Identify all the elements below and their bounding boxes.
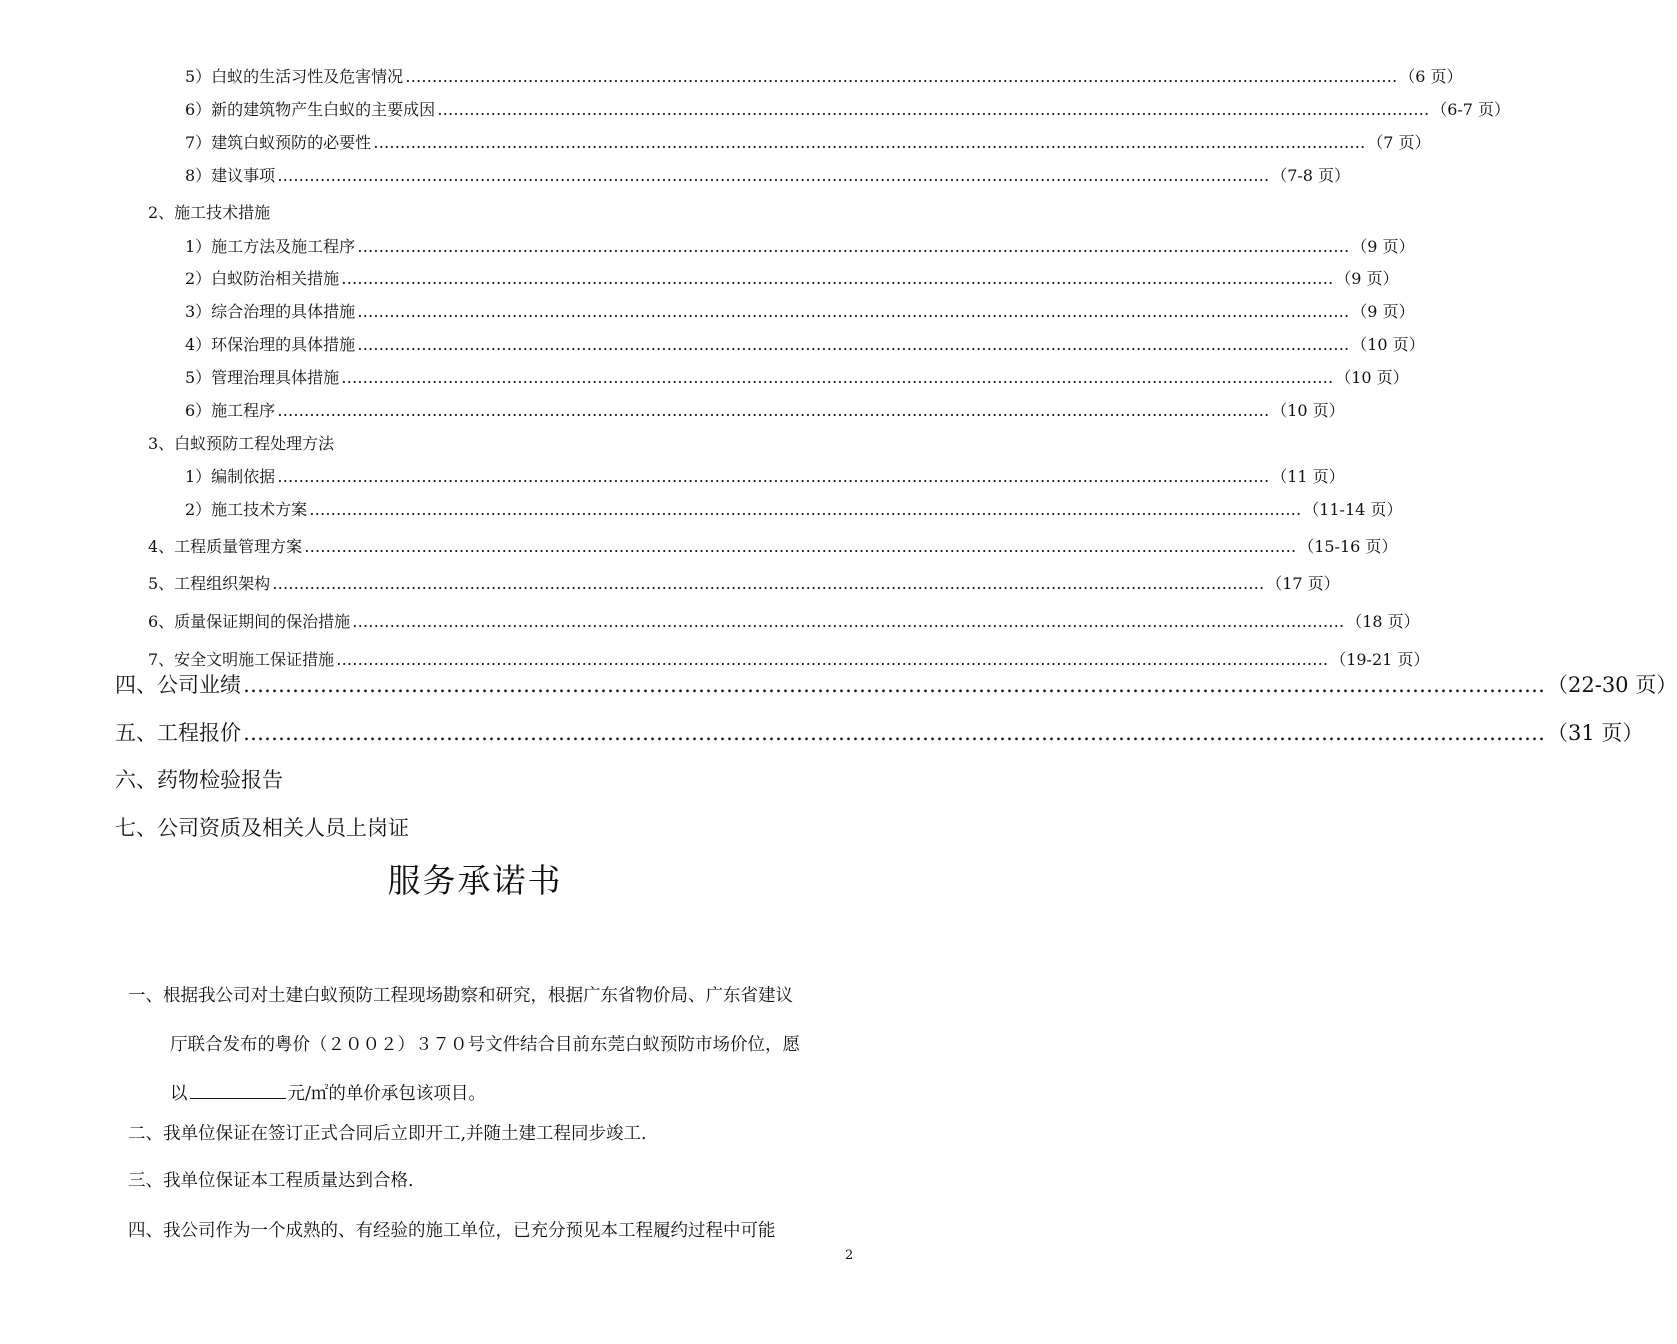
toc-entry[interactable]: 5）白蚁的生活习性及危害情况 …………………………………………………………………………………………………………………………………………………………………… （6 页）: [185, 67, 1463, 86]
toc-major-entry[interactable]: 四、公司业绩 …………………………………………………………………………………………………………………………………………………………………… （22-30 页）: [115, 673, 1677, 697]
toc-entry[interactable]: 6）新的建筑物产生白蚁的主要成因 …………………………………………………………………………………………………………………………………………………………………… （6-7 页）: [185, 100, 1511, 119]
toc-entry[interactable]: 1）编制依据 …………………………………………………………………………………………………………………………………………………………………… （11 页）: [185, 467, 1345, 486]
paragraph-2: 二、我单位保证在签订正式合同后立即开工,并随土建工程同步竣工.: [128, 1124, 647, 1144]
letter-title: 服务承诺书: [387, 861, 563, 900]
toc-entry[interactable]: 1）施工方法及施工程序 …………………………………………………………………………………………………………………………………………………………………… （9 页）: [185, 237, 1415, 256]
toc-entry[interactable]: 2）施工技术方案 …………………………………………………………………………………………………………………………………………………………………… （11-14 页）: [185, 500, 1403, 519]
toc-entry[interactable]: 7）建筑白蚁预防的必要性 …………………………………………………………………………………………………………………………………………………………………… （7 页）: [185, 133, 1431, 152]
paragraph-3: 三、我单位保证本工程质量达到合格.: [128, 1171, 414, 1191]
toc-entry[interactable]: 5）管理治理具体措施 …………………………………………………………………………………………………………………………………………………………………… （10 页）: [185, 368, 1409, 387]
toc-section-heading[interactable]: 3、白蚁预防工程处理方法: [148, 434, 335, 453]
toc-entry[interactable]: 3）综合治理的具体措施 …………………………………………………………………………………………………………………………………………………………………… （9 页）: [185, 302, 1415, 321]
toc-major-entry[interactable]: 六、药物检验报告: [115, 768, 283, 792]
toc-entry[interactable]: 4、工程质量管理方案 …………………………………………………………………………………………………………………………………………………………………… （15-16 页）: [148, 537, 1398, 556]
price-blank-field[interactable]: [190, 1080, 286, 1099]
toc-major-entry[interactable]: 五、工程报价 …………………………………………………………………………………………………………………………………………………………………… （31 页）: [115, 721, 1644, 745]
toc-major-entry[interactable]: 七、公司资质及相关人员上岗证: [115, 816, 409, 840]
paragraph-1-line-1: 一、根据我公司对土建白蚁预防工程现场勘察和研究，根据广东省物价局、广东省建议: [128, 986, 793, 1006]
toc-entry[interactable]: 6）施工程序 …………………………………………………………………………………………………………………………………………………………………… （10 页）: [185, 401, 1345, 420]
page-number: 2: [845, 1248, 854, 1263]
paragraph-1-line-3: [170, 1080, 486, 1105]
toc-entry[interactable]: 6、质量保证期间的保治措施 …………………………………………………………………………………………………………………………………………………………………… （18 页）: [148, 612, 1420, 631]
toc-entry[interactable]: 8）建议事项 …………………………………………………………………………………………………………………………………………………………………… （7-8 页）: [185, 166, 1351, 185]
toc-entry[interactable]: 7、安全文明施工保证措施 …………………………………………………………………………………………………………………………………………………………………… （19-21 页）: [148, 650, 1430, 669]
toc-entry[interactable]: 2）白蚁防治相关措施 …………………………………………………………………………………………………………………………………………………………………… （9 页）: [185, 269, 1399, 288]
toc-section-heading[interactable]: 2、施工技术措施: [148, 203, 271, 222]
paragraph-1-prefix: 以: [170, 1084, 188, 1104]
toc-entry[interactable]: 4）环保治理的具体措施 …………………………………………………………………………………………………………………………………………………………………… （10 页）: [185, 335, 1425, 354]
paragraph-4: 四、我公司作为一个成熟的、有经验的施工单位，已充分预见本工程履约过程中可能: [128, 1221, 776, 1241]
paragraph-1-line-2: 厅联合发布的粤价（２００２）３７０号文件结合目前东莞白蚁预防市场价位，愿: [170, 1035, 800, 1055]
paragraph-1-suffix: 元/㎡的单价承包该项目。: [287, 1084, 486, 1104]
toc-entry[interactable]: 5、工程组织架构 …………………………………………………………………………………………………………………………………………………………………… （17 页）: [148, 574, 1340, 593]
